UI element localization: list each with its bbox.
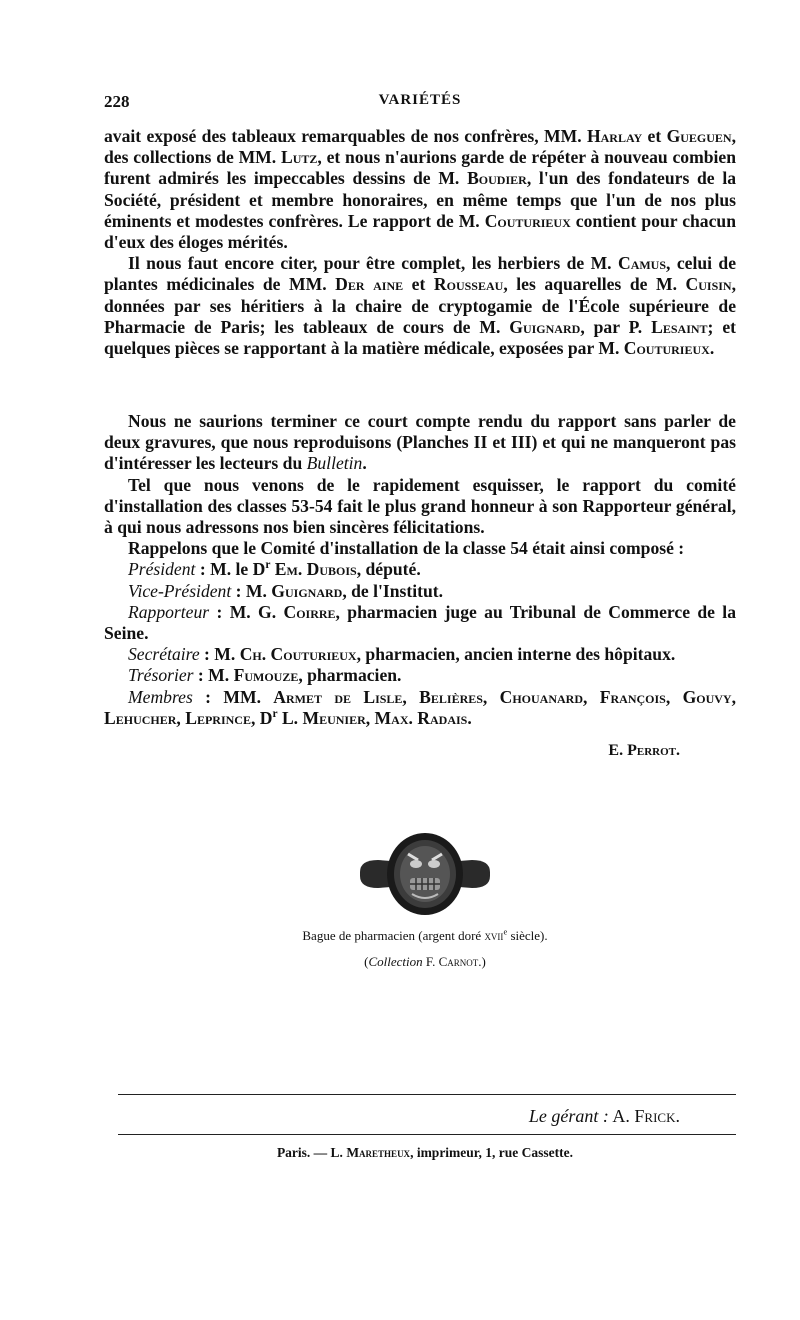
paragraph-committee-intro: Rappelons que le Comité d'installation de la classe 54 était ainsi composé :	[128, 538, 685, 559]
footer-rule-bottom	[118, 1134, 736, 1135]
body-text-bottom	[104, 411, 736, 729]
footer-rule-top	[118, 1094, 736, 1095]
publisher-gerant: Le gérant : A. Frick.	[528, 1106, 680, 1126]
figure-credit: (Collection F. Carnot.)	[364, 954, 486, 969]
paragraph-congratulations: Tel que nous venons de le rapidement esquisser, le rapport du comité d'installation des classes 53-54 fait le plus grand honneur à son Rapporteur général, à qui nous adressons nos bien sincères félicitations.	[104, 474, 736, 538]
body-text-top	[104, 126, 736, 359]
committee-membres: Membres : MM. Armet de Lisle, Belières, Chouanard, François, Gouvy, Lehucher, Leprince, $D^r$ L. Meunier, Max. Radais.	[104, 686, 736, 728]
figure-caption: Bague de pharmacien (argent doré xvii$^e$ siècle).	[302, 926, 548, 943]
paragraph-engravings: Nous ne saurions terminer ce court compte rendu du rapport sans parler de deux gravures, que nous reproduisons (Planches II et III) et qui ne manqueront pas d'intéresser les lecteurs du Bulletin.	[104, 411, 736, 474]
committee-tresorier: Trésorier : M. Fumouze, pharmacien.	[128, 665, 402, 686]
committee-vice-president: Vice-Président : M. Guignard, de l'Institut.	[128, 580, 444, 601]
section-title: VARIÉTÉS	[378, 92, 462, 108]
committee-president: Président : M. le $D^r$ Em. Dubois, député.	[128, 559, 421, 580]
paragraph-exhibits: avait exposé des tableaux remarquables de nos confrères, MM. Harlay et Gueguen, des collections de MM. Lutz, et nous n'aurions garde de répéter à nouveau combien furent admirés les impeccables dessins de M. Boudier, l'un des fondateurs de la Société, président et membre honoraires, en même temps que l'un de nos plus éminents et modestes confrères. Le rapport de M. Couturieux contient pour chacun d'eux des éloges mérités.	[104, 126, 737, 253]
page-number: 228	[104, 92, 130, 111]
printer-imprint: Paris. — L. Maretheux, imprimeur, 1, rue Cassette.	[276, 1145, 574, 1160]
committee-rapporteur: Rapporteur : M. G. Coirre, pharmacien juge au Tribunal de Commerce de la Seine.	[104, 601, 736, 644]
paragraph-herbaria: Il nous faut encore citer, pour être complet, les herbiers de M. Camus, celui de plantes médicinales de MM. Der aine et Rousseau, les aquarelles de M. Cuisin, données par ses héritiers à la chaire de cryptogamie de l'École supérieure de Pharmacie de Paris; les tableaux de cours de M. Guignard, par P. Lesaint; et quelques pièces se rapportant à la matière médicale, exposées par M. Couturieux.	[104, 253, 737, 359]
committee-secretaire: Secrétaire : M. Ch. Couturieux, pharmacien, ancien interne des hôpitaux.	[128, 644, 676, 665]
ring-illustration	[358, 832, 492, 916]
author-signature: E. Perrot.	[608, 742, 680, 759]
running-head	[104, 92, 736, 114]
